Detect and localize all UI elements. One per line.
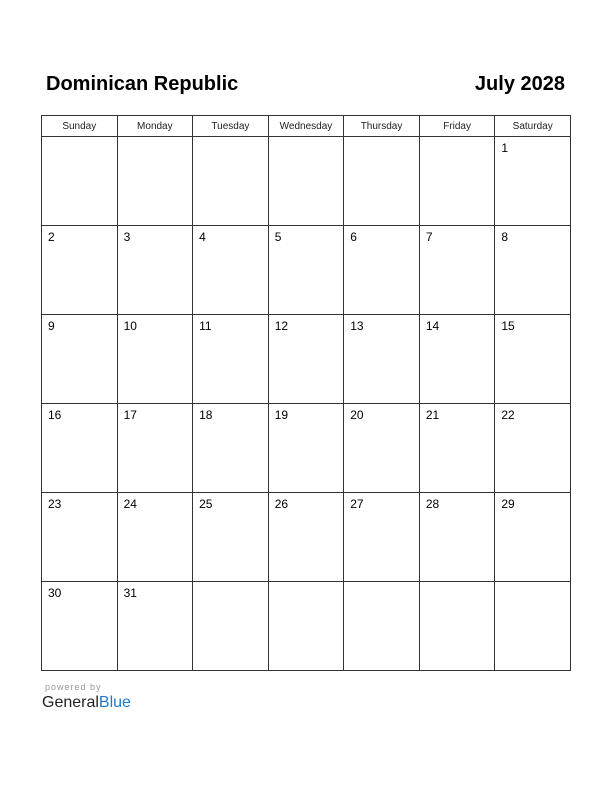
generalblue-logo (42, 693, 131, 713)
day-cell (495, 226, 571, 315)
week-row (42, 493, 571, 582)
day-number: 21 (425, 408, 440, 422)
day-number: 23 (48, 497, 62, 511)
day-number: 25 (199, 497, 213, 511)
day-number: 30 (48, 586, 62, 600)
week-row (42, 582, 571, 671)
weekday-header: Friday (419, 116, 495, 137)
brand-blue-text: Blue (98, 694, 131, 711)
day-number (420, 582, 495, 586)
day-number (193, 137, 268, 141)
week-row (42, 226, 571, 315)
day-number (495, 582, 570, 586)
day-number: 14 (425, 319, 440, 333)
day-number (269, 582, 344, 586)
month-year-title: July 2028 (474, 73, 565, 95)
day-cell (495, 315, 571, 404)
day-cell (344, 493, 420, 582)
day-cell (344, 582, 420, 671)
day-cell (193, 315, 269, 404)
day-cell (193, 582, 269, 671)
calendar-header (46, 70, 565, 100)
day-number: 6 (350, 230, 357, 244)
day-cell (117, 137, 193, 226)
day-cell (193, 137, 269, 226)
day-cell (42, 137, 118, 226)
day-cell (419, 582, 495, 671)
day-cell (268, 493, 344, 582)
brand-general-text: General (42, 694, 99, 711)
day-number: 29 (501, 497, 515, 511)
day-cell (268, 315, 344, 404)
day-number: 11 (199, 319, 212, 333)
day-cell (117, 493, 193, 582)
weekday-header-row (42, 116, 571, 137)
day-number: 22 (501, 408, 515, 422)
day-number: 4 (199, 230, 206, 244)
day-number: 15 (501, 319, 515, 333)
country-title: Dominican Republic (46, 73, 239, 95)
day-cell (117, 404, 193, 493)
weekday-header: Wednesday (268, 116, 344, 137)
powered-by-label: powered by (45, 682, 102, 692)
day-number: 17 (123, 408, 137, 422)
day-cell (344, 404, 420, 493)
day-number: 27 (350, 497, 364, 511)
day-cell (268, 404, 344, 493)
day-cell (42, 582, 118, 671)
day-number: 9 (48, 319, 55, 333)
day-cell (117, 226, 193, 315)
weekday-header: Sunday (42, 116, 118, 137)
day-number (193, 582, 268, 586)
day-number: 7 (425, 230, 433, 244)
weekday-header: Monday (117, 116, 193, 137)
day-number: 10 (123, 319, 137, 333)
day-cell (42, 493, 118, 582)
day-number: 2 (48, 230, 55, 244)
day-number: 31 (123, 586, 137, 600)
day-number: 5 (274, 230, 282, 244)
day-number (420, 137, 495, 141)
day-cell (419, 315, 495, 404)
day-cell (193, 493, 269, 582)
day-cell (344, 137, 420, 226)
day-cell (193, 404, 269, 493)
day-number: 26 (274, 497, 289, 511)
day-number: 19 (274, 408, 289, 422)
day-cell (419, 226, 495, 315)
day-cell (419, 404, 495, 493)
week-row (42, 404, 571, 493)
calendar-grid (41, 115, 571, 671)
day-cell (495, 137, 571, 226)
day-cell (117, 315, 193, 404)
day-number: 18 (199, 408, 213, 422)
day-cell (42, 226, 118, 315)
day-cell (268, 137, 344, 226)
day-cell (42, 315, 118, 404)
day-number (269, 137, 344, 141)
day-number: 20 (350, 408, 364, 422)
day-cell (193, 226, 269, 315)
day-cell (495, 404, 571, 493)
weekday-header: Saturday (495, 116, 571, 137)
day-number (344, 137, 419, 141)
day-number (118, 137, 193, 141)
day-cell (344, 315, 420, 404)
day-number: 28 (425, 497, 440, 511)
day-cell (419, 137, 495, 226)
day-cell (344, 226, 420, 315)
calendar-body (42, 137, 571, 671)
day-number: 3 (123, 230, 131, 244)
weekday-header: Thursday (344, 116, 420, 137)
day-cell (268, 226, 344, 315)
day-number (344, 582, 419, 586)
day-number: 12 (274, 319, 289, 333)
day-cell (495, 493, 571, 582)
day-number: 8 (501, 230, 509, 244)
week-row (42, 137, 571, 226)
day-cell (117, 582, 193, 671)
day-number: 1 (501, 141, 509, 155)
day-cell (495, 582, 571, 671)
day-number: 13 (350, 319, 364, 333)
day-number: 16 (48, 408, 62, 422)
day-cell (42, 404, 118, 493)
day-cell (268, 582, 344, 671)
week-row (42, 315, 571, 404)
day-number (42, 137, 117, 141)
day-cell (419, 493, 495, 582)
day-number: 24 (123, 497, 137, 511)
footer-branding (42, 681, 131, 713)
weekday-header: Tuesday (193, 116, 269, 137)
